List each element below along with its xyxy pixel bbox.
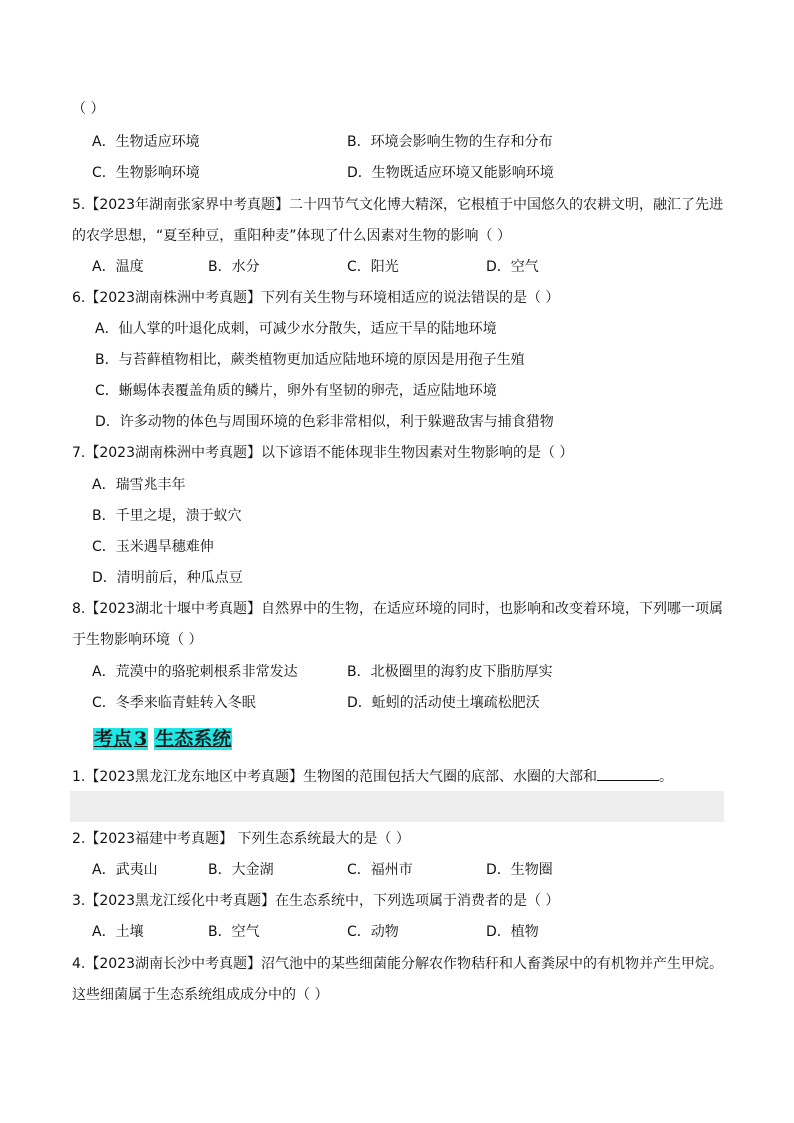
s3-q2-option-d[interactable]: D．生物圈 xyxy=(486,862,553,878)
s3-q3-option-b[interactable]: B．空气 xyxy=(208,924,260,940)
q8-stem-line1: 8.【2023湖北十堰中考真题】自然界中的生物，在适应环境的同时，也影响和改变着环境，下列哪一项属 xyxy=(72,601,723,617)
s3-q3-stem: 3.【2023黑龙江绥化中考真题】在生态系统中，下列选项属于消费者的是（ ） xyxy=(72,893,560,909)
q5-option-d[interactable]: D．空气 xyxy=(486,259,539,275)
q7-option-a[interactable]: A．瑞雪兆丰年 xyxy=(92,477,186,493)
q7-stem: 7.【2023湖南株洲中考真题】以下谚语不能体现非生物因素对生物影响的是（ ） xyxy=(72,445,574,461)
q6-option-b[interactable]: B．与苔藓植物相比，蕨类植物更加适应陆地环境的原因是用孢子生殖 xyxy=(95,352,525,368)
s3-q4-stem-line1: 4.【2023湖南长沙中考真题】沼气池中的某些细菌能分解农作物秸秆和人畜粪尿中的有机物并产生甲烷。 xyxy=(72,956,723,972)
q8-option-a[interactable]: A．荒漠中的骆驼刺根系非常发达 xyxy=(92,664,298,680)
q5-option-b[interactable]: B．水分 xyxy=(208,259,260,275)
section-heading xyxy=(93,726,232,752)
q5-option-a[interactable]: A．温度 xyxy=(92,259,144,275)
s3-q1-text: 1.【2023黑龙江龙东地区中考真题】生物图的范围包括大气圈的底部、水圈的大部和 xyxy=(72,769,597,785)
q6-option-c[interactable]: C．蜥蜴体表覆盖角质的鳞片，卵外有坚韧的卵壳，适应陆地环境 xyxy=(95,383,497,399)
s3-q4-stem-line2: 这些细菌属于生态系统组成成分中的（ ） xyxy=(72,987,329,1003)
q5-option-c[interactable]: C．阳光 xyxy=(347,259,399,275)
q6-option-d[interactable]: D．许多动物的体色与周围环境的色彩非常相似，利于躲避敌害与捕食猎物 xyxy=(95,414,554,430)
q5-stem-line1: 5.【2023年湖南张家界中考真题】二十四节气文化博大精深，它根植于中国悠久的农耕文明，融汇了先进 xyxy=(72,197,723,213)
answer-area[interactable] xyxy=(70,791,724,822)
q4-option-c[interactable]: C．生物影响环境 xyxy=(92,165,200,181)
q7-option-d[interactable]: D．清明前后，种瓜点豆 xyxy=(92,570,243,586)
q4-option-b[interactable]: B．环境会影响生物的生存和分布 xyxy=(347,134,553,150)
s3-q3-option-a[interactable]: A．土壤 xyxy=(92,924,144,940)
s3-q1-stem xyxy=(72,766,673,787)
s3-q1-end: 。 xyxy=(658,769,673,785)
s3-q2-stem: 2.【2023福建中考真题】 下列生态系统最大的是（ ） xyxy=(72,831,410,847)
section-label: 考点 xyxy=(94,728,133,750)
section-title: 生态系统 xyxy=(155,728,232,750)
s3-q2-option-b[interactable]: B．大金湖 xyxy=(208,862,274,878)
q7-option-c[interactable]: C．玉米遇旱穗难伸 xyxy=(92,539,214,555)
q6-stem: 6.【2023湖南株洲中考真题】下列有关生物与环境相适应的说法错误的是（ ） xyxy=(72,290,560,306)
q8-option-b[interactable]: B．北极圈里的海豹皮下脂肪厚实 xyxy=(347,664,553,680)
s3-q2-option-a[interactable]: A．武夷山 xyxy=(92,862,158,878)
q8-option-d[interactable]: D．蚯蚓的活动使土壤疏松肥沃 xyxy=(347,695,540,711)
section-number: 3 xyxy=(134,728,148,750)
s3-q3-option-c[interactable]: C．动物 xyxy=(347,924,399,940)
q6-option-a[interactable]: A．仙人掌的叶退化成刺，可减少水分散失，适应干旱的陆地环境 xyxy=(95,321,497,337)
q5-stem-line2: 的农学思想，“夏至种豆，重阳种麦”体现了什么因素对生物的影响（ ） xyxy=(72,228,511,244)
q7-option-b[interactable]: B．千里之堤，溃于蚁穴 xyxy=(92,508,242,524)
s3-q2-option-c[interactable]: C．福州市 xyxy=(347,862,413,878)
s3-q3-option-d[interactable]: D．植物 xyxy=(486,924,539,940)
q4-option-a[interactable]: A．生物适应环境 xyxy=(92,134,200,150)
prev-question-paren: （ ） xyxy=(72,101,105,117)
s3-q1-blank[interactable] xyxy=(597,766,659,781)
q8-stem-line2: 于生物影响环境（ ） xyxy=(72,632,203,648)
q8-option-c[interactable]: C．冬季来临青蛙转入冬眠 xyxy=(92,695,256,711)
q4-option-d[interactable]: D．生物既适应环境又能影响环境 xyxy=(347,165,554,181)
